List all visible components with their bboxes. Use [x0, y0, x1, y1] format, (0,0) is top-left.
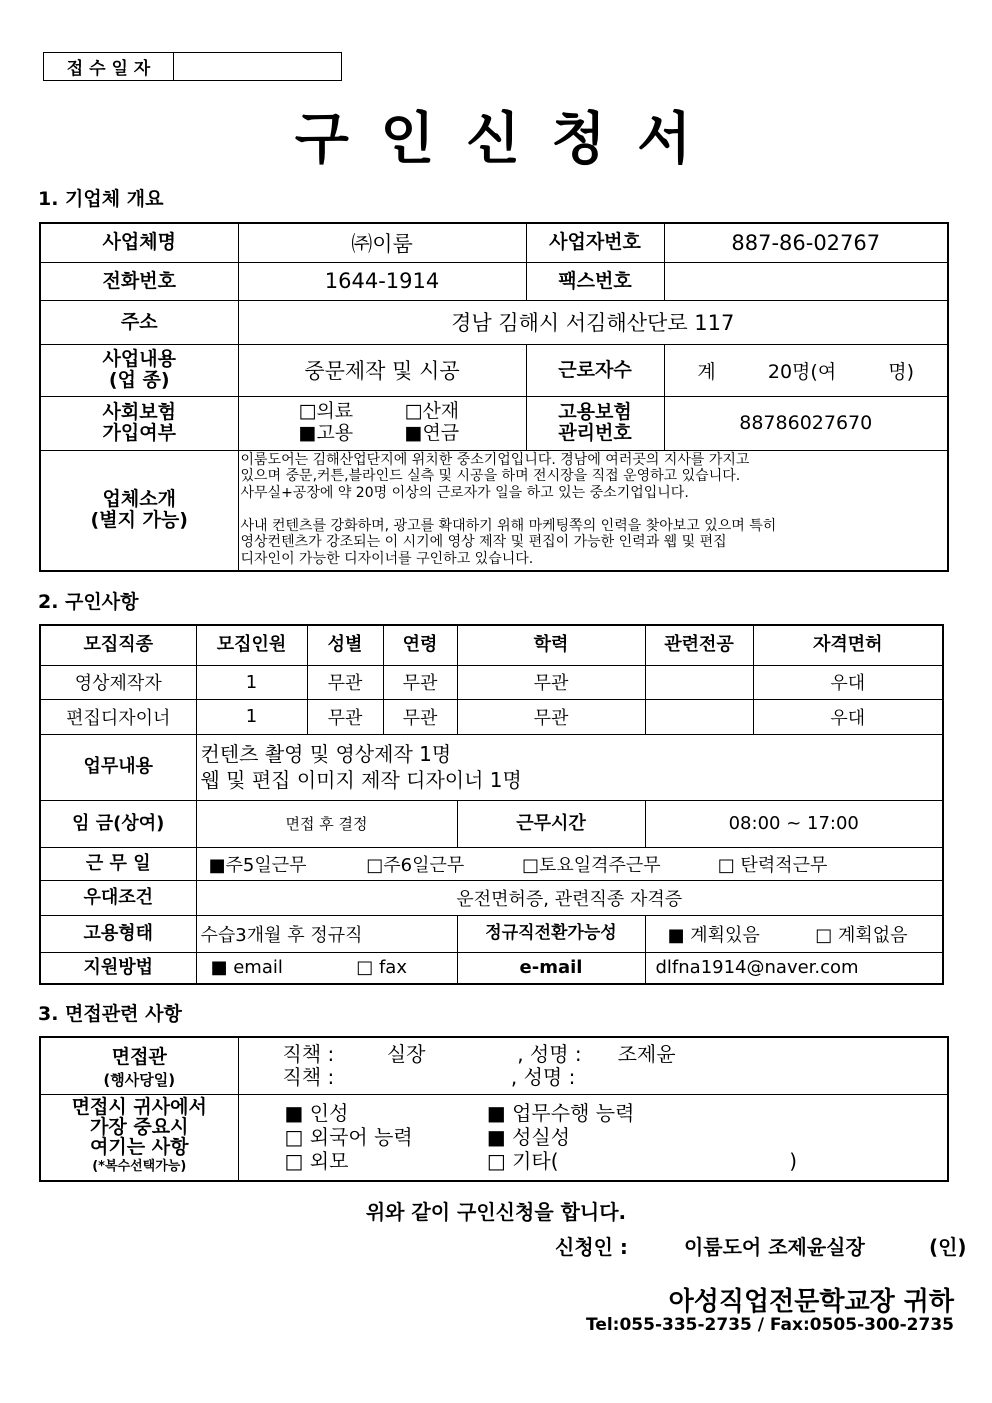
workers-total-label: 계	[697, 360, 716, 383]
applicant-label: 신청인 :	[555, 1235, 628, 1259]
conversion-options	[645, 915, 943, 952]
company-name: ㈜이룸	[238, 223, 526, 262]
insurance-label	[40, 396, 238, 450]
intro-label	[40, 450, 238, 571]
ins-medical-checkbox[interactable]: □의료	[298, 400, 354, 423]
important-label	[40, 1094, 238, 1181]
important-label-line3: 여기는 사항	[90, 1136, 189, 1159]
section-1-title: 1. 기업체 개요	[38, 188, 164, 210]
option-other-checkbox[interactable]: □ 기타(	[486, 1149, 559, 1174]
workday-label: 근 무 일	[40, 847, 196, 880]
interviewer-label-line2: (행사당일)	[103, 1070, 176, 1089]
receipt-label: 접 수 일 자	[44, 53, 174, 81]
important-options	[238, 1094, 948, 1181]
fax	[664, 262, 948, 300]
ins-employment-checkbox[interactable]: ■고용	[298, 422, 354, 444]
intro-line	[241, 501, 946, 518]
intro-line: 사무실+공장에 약 20명 이상의 근로자가 일을 하고 있는 중소기업입니다.	[240, 484, 689, 501]
workers-label: 근로자수	[526, 344, 664, 396]
section-3-title: 3. 면접관련 사항	[38, 1003, 182, 1025]
row-age: 무관	[383, 665, 457, 699]
header-major: 관련전공	[645, 625, 753, 665]
intro-line: 영상컨텐츠가 강조되는 이 시기에 영상 제작 및 편집이 가능한 인력과 웹 및 편집	[240, 534, 727, 550]
duty-line: 컨텐츠 촬영 및 영상제작 1명	[200, 742, 452, 766]
interviewer-1-position: 실장	[386, 1041, 426, 1066]
applicant-line	[555, 1231, 967, 1260]
interviewer-1-name: 조제윤	[617, 1041, 676, 1066]
header-education: 학력	[457, 625, 645, 665]
workers-count: 20명(여	[767, 360, 837, 383]
business: 중문제작 및 시공	[238, 344, 526, 396]
row-count: 1	[196, 665, 307, 699]
pref-label: 우대조건	[40, 880, 196, 915]
apply-options	[196, 952, 457, 984]
row-license: 우대	[753, 699, 943, 734]
interviewer-1-name-label: , 성명 :	[517, 1041, 582, 1066]
workday-6day-checkbox[interactable]: □주6일근무	[366, 854, 465, 876]
contact: Tel:055-335-2735 / Fax:0505-300-2735	[585, 1315, 954, 1335]
emp-type-label: 고용형태	[40, 915, 196, 952]
row-age: 무관	[383, 699, 457, 734]
recipient: 아성직업전문학교장 귀하	[668, 1287, 954, 1317]
row-count: 1	[196, 699, 307, 734]
important-label-line2: 가장 중요시	[90, 1116, 189, 1139]
address: 경남 김해시 서김해산단로 117	[238, 300, 948, 344]
applicant-name: 이룸도어 조제윤실장	[683, 1235, 865, 1259]
phone-label: 전화번호	[40, 262, 238, 300]
conversion-no-checkbox[interactable]: □ 계획없음	[815, 924, 908, 946]
biz-no: 887-86-02767	[664, 223, 948, 262]
ins-pension-checkbox[interactable]: ■연금	[404, 422, 460, 444]
page-title: 구 인 신 청 서	[294, 107, 698, 172]
receipt-value[interactable]	[174, 53, 342, 81]
row-education: 무관	[457, 665, 645, 699]
option-other-close: )	[789, 1149, 798, 1174]
interviewer-1-position-label: 직책 :	[282, 1041, 335, 1066]
workday-alt-saturday-checkbox[interactable]: □토요일격주근무	[521, 854, 661, 876]
row-major	[645, 699, 753, 734]
header-count: 모집인원	[196, 625, 307, 665]
workers-female: 명)	[888, 360, 915, 383]
intro-text	[238, 450, 948, 571]
fax-label: 팩스번호	[526, 262, 664, 300]
intro-label-line1: 업체소개	[102, 488, 176, 511]
row-major	[645, 665, 753, 699]
row-gender: 무관	[307, 665, 383, 699]
option-job-ability-checkbox[interactable]: ■ 업무수행 능력	[486, 1101, 635, 1126]
duty-line: 웹 및 편집 이미지 제작 디자이너 1명	[200, 768, 522, 792]
duty-label: 업무내용	[40, 734, 196, 800]
apply-email-checkbox[interactable]: ■ email	[210, 957, 283, 979]
table-row	[40, 665, 943, 699]
intro-line: 이룸도어는 김해산업단지에 위치한 중소기업입니다. 경남에 여러곳의 지사를 가지고	[240, 451, 750, 468]
option-language-checkbox[interactable]: □ 외국어 능력	[284, 1125, 413, 1150]
statement: 위와 같이 구인신청을 합니다.	[365, 1200, 627, 1224]
header-gender: 성별	[307, 625, 383, 665]
workers	[664, 344, 948, 396]
insurance-label-line2: 가입여부	[102, 422, 176, 444]
row-education: 무관	[457, 699, 645, 734]
important-label-line1: 면접시 귀사에서	[71, 1096, 207, 1119]
pref: 운전면허증, 관련직종 자격증	[196, 880, 943, 915]
company-name-label: 사업체명	[40, 223, 238, 262]
interviewer-2-position-label: 직책 :	[282, 1064, 335, 1089]
wage: 면접 후 결정	[196, 800, 457, 847]
section-2-title: 2. 구인사항	[38, 591, 139, 613]
wage-label: 임 금(상여)	[40, 800, 196, 847]
hours-label: 근무시간	[457, 800, 645, 847]
conversion-label: 정규직전환가능성	[457, 915, 645, 952]
receipt-box	[43, 52, 342, 81]
intro-label-line2: (별지 가능)	[90, 509, 188, 532]
ins-industrial-checkbox[interactable]: □산재	[404, 400, 460, 423]
intro-line: 있으며 중문,커튼,블라인드 실측 및 시공을 하며 전시장을 직접 운영하고 있습니다.	[240, 468, 741, 484]
interviewer-2-name-label: , 성명 :	[510, 1064, 576, 1089]
header-license: 자격면허	[753, 625, 943, 665]
email-label: e-mail	[457, 952, 645, 984]
row-gender: 무관	[307, 699, 383, 734]
phone: 1644-1914	[238, 262, 526, 300]
address-label: 주소	[40, 300, 238, 344]
conversion-yes-checkbox[interactable]: ■ 계획있음	[667, 924, 760, 946]
business-label-line1: 사업내용	[102, 348, 176, 371]
workday-flexible-checkbox[interactable]: □ 탄력적근무	[717, 854, 828, 876]
row-license: 우대	[753, 665, 943, 699]
option-personality-checkbox[interactable]: ■ 인성	[284, 1101, 349, 1126]
apply-fax-checkbox[interactable]: □ fax	[356, 957, 407, 979]
insurance-options	[238, 396, 526, 450]
duty	[196, 734, 943, 800]
option-sincerity-checkbox[interactable]: ■ 성실성	[486, 1125, 571, 1150]
header-job: 모집직종	[40, 625, 196, 665]
option-appearance-checkbox[interactable]: □ 외모	[284, 1149, 349, 1174]
intro-line: 디자인이 가능한 디자이너를 구인하고 있습니다.	[240, 550, 534, 567]
apply-label: 지원방법	[40, 952, 196, 984]
emp-ins-no: 88786027670	[664, 396, 948, 450]
company-table	[39, 222, 949, 572]
emp-type: 수습3개월 후 정규직	[196, 915, 457, 952]
interviewer-label-line1: 면접관	[111, 1045, 167, 1068]
workday-options	[196, 847, 943, 880]
table-row	[40, 699, 943, 734]
important-label-line4: (*복수선택가능)	[92, 1159, 187, 1175]
row-job: 편집디자이너	[40, 699, 196, 734]
interviewer-label	[40, 1037, 238, 1094]
emp-ins-label-line2: 관리번호	[558, 422, 632, 444]
intro-line: 사내 컨텐츠를 강화하며, 광고를 확대하기 위해 마케팅쪽의 인력을 찾아보고 있으며 특히	[240, 517, 777, 534]
insurance-label-line1: 사회보험	[102, 401, 176, 424]
biz-no-label: 사업자번호	[526, 223, 664, 262]
email: dlfna1914@naver.com	[645, 952, 943, 984]
interviewer-info	[238, 1037, 948, 1094]
header-age: 연령	[383, 625, 457, 665]
row-job: 영상제작자	[40, 665, 196, 699]
hours: 08:00 ~ 17:00	[645, 800, 943, 847]
workday-5day-checkbox[interactable]: ■주5일근무	[208, 854, 307, 876]
interview-table	[39, 1036, 949, 1182]
emp-ins-label-line1: 고용보험	[558, 401, 632, 424]
business-label-line2: (업 종)	[108, 369, 170, 391]
business-label	[40, 344, 238, 396]
seal: (인)	[928, 1235, 967, 1259]
emp-ins-label	[526, 396, 664, 450]
recruit-table	[39, 624, 944, 985]
